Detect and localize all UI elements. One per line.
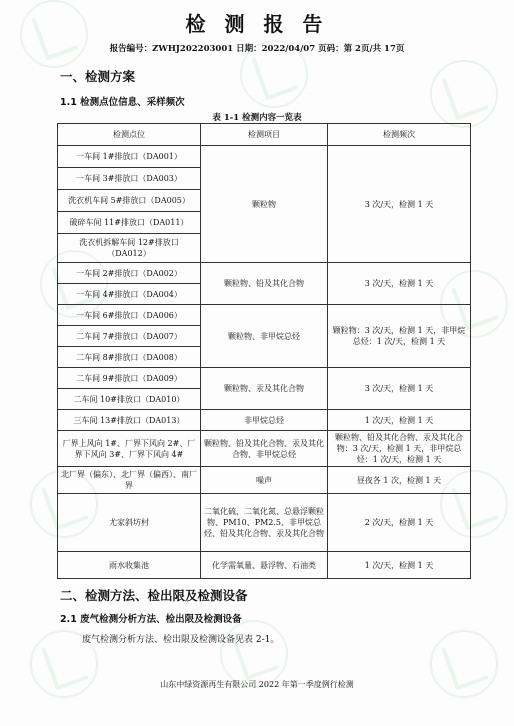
point-cell: 一车间 1#排放口（DA001） [58, 146, 201, 168]
point-cell: 三车间 13#排放口（DA013） [58, 410, 201, 431]
frequency-cell: 2 次/天，检测 1 天 [328, 494, 471, 552]
table-row [58, 552, 471, 579]
column-header: 检测项目 [201, 124, 328, 146]
frequency-cell: 1 次/天，检测 1 天 [328, 552, 471, 579]
paragraph: 废气检测分析方法、检出限及检测设备见表 2-1。 [82, 635, 280, 645]
item-cell: 颗粒物、汞及其化合物 [201, 368, 328, 410]
frequency-cell: 3 次/天，检测 1 天 [328, 263, 471, 305]
page-footer: 山东中绿资源再生有限公司 2022 年第一季度例行检测 [160, 680, 354, 689]
point-cell: 一车间 3#排放口（DA003） [58, 168, 201, 190]
section-heading: 二、检测方法、检出限及检测设备 [60, 588, 248, 603]
subsection-heading: 1.1 检测点位信息、采样频次 [60, 97, 185, 108]
report-title: 检 测 报 告 [185, 12, 329, 36]
item-cell: 化学需氧量、悬浮物、石油类 [201, 552, 328, 579]
point-cell: 尤家斜坊村 [58, 494, 201, 552]
item-cell: 颗粒物、非甲烷总烃 [201, 305, 328, 368]
table-header-row [58, 124, 471, 146]
table-row [58, 263, 471, 284]
table-row [58, 305, 471, 326]
table-row [58, 494, 471, 552]
table-caption: 表 1-1 检测内容一览表 [212, 113, 302, 123]
table-row [58, 368, 471, 389]
point-cell: 破碎车间 11#排放口（DA011） [58, 212, 201, 234]
point-cell: 一车间 2#排放口（DA002） [58, 263, 201, 284]
frequency-cell: 3 次/天，检测 1 天 [328, 146, 471, 263]
column-header: 检测频次 [328, 124, 471, 146]
frequency-cell: 3 次/天，检测 1 天 [328, 368, 471, 410]
watermark-logo [220, 620, 288, 688]
point-cell: 二车间 7#排放口（DA007） [58, 326, 201, 347]
table-row [58, 410, 471, 431]
frequency-cell: 昼夜各 1 次，检测 1 天 [328, 467, 471, 494]
point-cell: 洗衣机车间 5#排放口（DA005） [58, 190, 201, 212]
section-heading: 一、检测方案 [60, 69, 136, 84]
item-cell: 二氧化硫、二氧化氮、总悬浮颗粒物、PM10、PM2.5、非甲烷总烃、铅及其化合物、汞及其化合物 [201, 494, 328, 552]
point-cell: 雨水收集池 [58, 552, 201, 579]
item-cell: 非甲烷总烃 [201, 410, 328, 431]
point-cell: 二车间 8#排放口（DA008） [58, 347, 201, 368]
column-header: 检测点位 [58, 124, 201, 146]
point-cell: 一车间 4#排放口（DA004） [58, 284, 201, 305]
frequency-cell: 1 次/天，检测 1 天 [328, 410, 471, 431]
point-cell: 厂界上风向 1#、厂界下风向 2#、厂界下风向 3#、厂界下风向 4# [58, 431, 201, 467]
table-row [58, 467, 471, 494]
item-cell: 颗粒物、铅及其化合物 [201, 263, 328, 305]
point-cell: 洗衣机拆解车间 12#排放口（DA012） [58, 234, 201, 263]
point-cell: 二车间 10#排放口（DA010） [58, 389, 201, 410]
point-cell: 二车间 9#排放口（DA009） [58, 368, 201, 389]
table-row [58, 431, 471, 467]
subsection-heading: 2.1 废气检测分析方法、检出限及检测设备 [60, 614, 242, 625]
frequency-cell: 颗粒物、铅及其化合物、汞及其化合物：3 次/天，检测 1 天，非甲烷总烃：1 次/天，检测 1 天 [328, 431, 471, 467]
point-cell: 一车间 6#排放口（DA006） [58, 305, 201, 326]
detection-table [57, 123, 471, 579]
item-cell: 颗粒物、铅及其化合物、汞及其化合物、非甲烷总烃 [201, 431, 328, 467]
point-cell: 北厂界（偏东）、北厂界（偏西）、南厂界 [58, 467, 201, 494]
item-cell: 噪声 [201, 467, 328, 494]
item-cell: 颗粒物 [201, 146, 328, 263]
frequency-cell: 颗粒物：3 次/天，检测 1 天，非甲烷总烃：1 次/天，检测 1 天 [328, 305, 471, 368]
table-row [58, 146, 471, 168]
report-meta: 报告编号：ZWHJ202203001 日期：2022/04/07 页码：第 2页/共 17页 [109, 44, 405, 54]
